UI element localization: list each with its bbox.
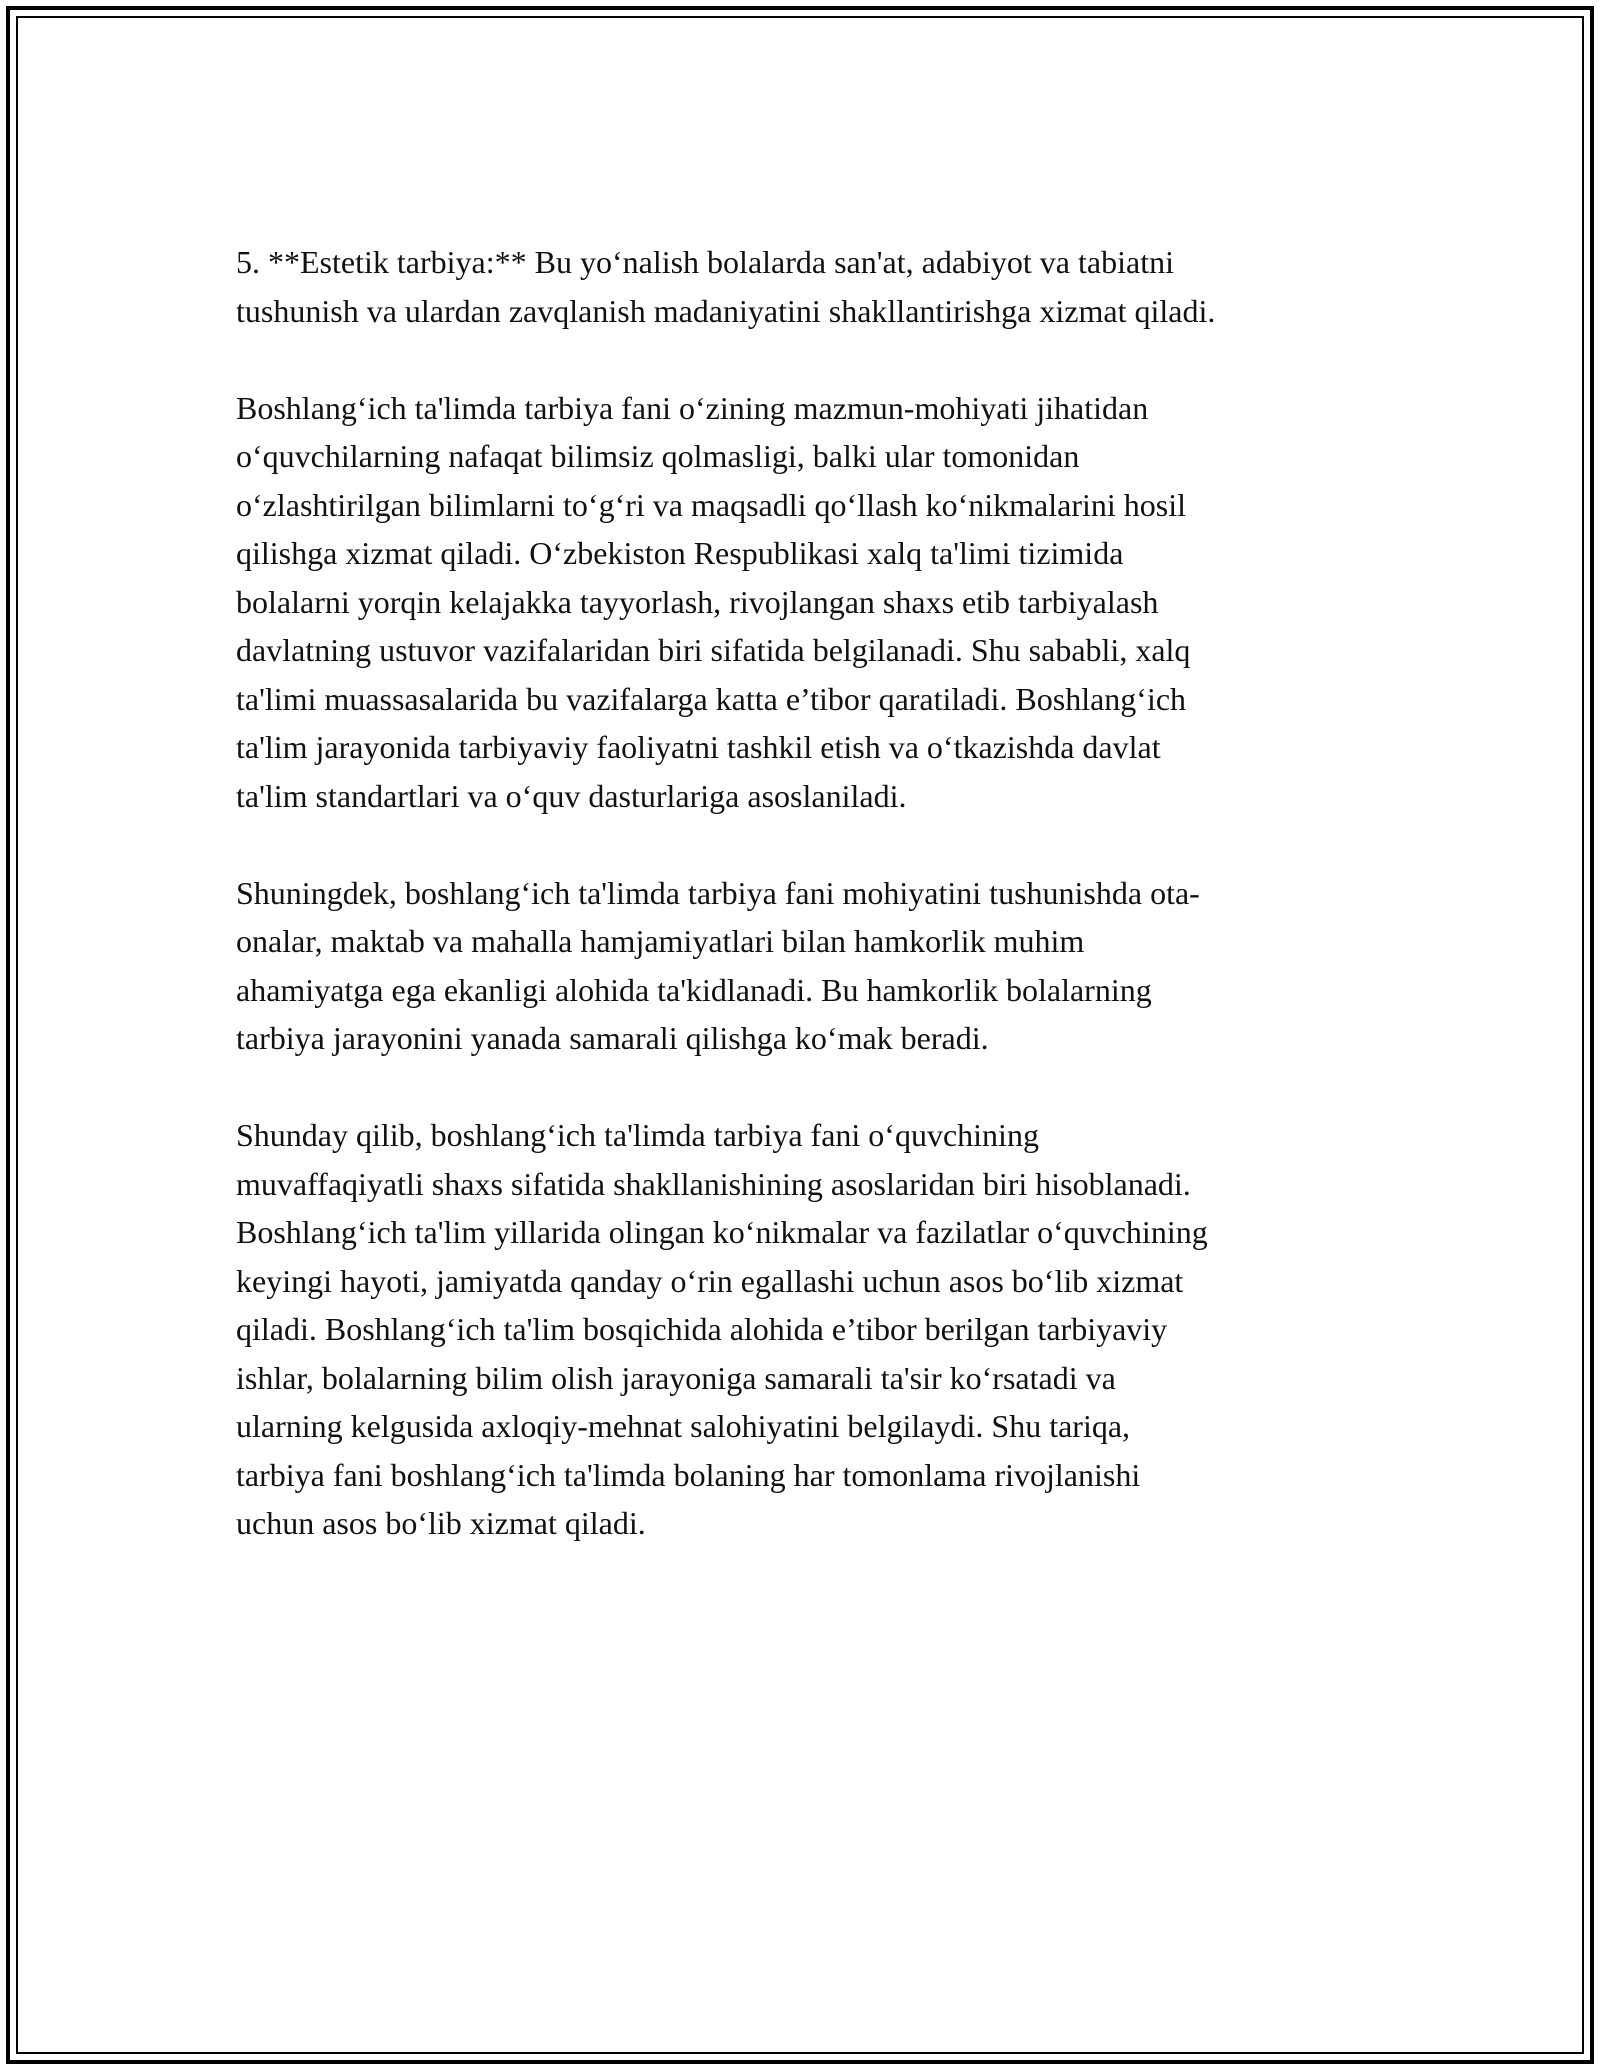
text-line: bolalarni yorqin kelajakka tayyorlash, rivojlangan shaxs etib tarbiyalash: [236, 583, 1159, 620]
text-line: ta'limi muassasalarida bu vazifalarga katta e’tibor qaratiladi. Boshlang‘ich: [236, 680, 1187, 717]
document-body: [236, 238, 1366, 1596]
text-line: ta'lim jarayonida tarbiyaviy faoliyatni tashkil etish va o‘tkazishda davlat: [236, 729, 1161, 765]
text-line: Boshlang‘ich ta'lim yillarida olingan ko‘nikmalar va fazilatlar o‘quvchining: [236, 1214, 1208, 1250]
text-line: davlatning ustuvor vazifalaridan biri sifatida belgilanadi. Shu sababli, xalq: [236, 632, 1191, 668]
text-line: 5. **Estetik tarbiya:** Bu yo‘nalish bolalarda san'at, adabiyot va tabiatni: [236, 244, 1174, 280]
text-line: Shunday qilib, boshlang‘ich ta'limda tarbiya fani o‘quvchining: [236, 1117, 1039, 1153]
text-line: ularning kelgusida axloqiy-mehnat salohiyatini belgilaydi. Shu tariqa,: [236, 1408, 1131, 1444]
paragraph-primary-education: [236, 384, 1366, 821]
text-line: Boshlang‘ich ta'limda tarbiya fani o‘zining mazmun-mohiyati jihatidan: [236, 389, 1149, 426]
text-line: muvaffaqiyatli shaxs sifatida shakllanishining asoslaridan biri hisoblanadi.: [236, 1165, 1191, 1202]
text-line: qiladi. Boshlang‘ich ta'lim bosqichida alohida e’tibor berilgan tarbiyaviy: [236, 1311, 1168, 1347]
text-line: Shuningdek, boshlang‘ich ta'limda tarbiya fani mohiyatini tushunishda ota-: [236, 874, 1200, 911]
text-line: tushunish va ulardan zavqlanish madaniyatini shakllantirishga xizmat qiladi.: [236, 292, 1216, 329]
paragraph-aesthetic-education: [236, 238, 1366, 335]
text-line: tarbiya jarayonini yanada samarali qilishga ko‘mak beradi.: [236, 1020, 989, 1056]
text-line: onalar, maktab va mahalla hamjamiyatlari bilan hamkorlik muhim: [236, 923, 1085, 959]
text-line: ahamiyatga ega ekanligi alohida ta'kidlanadi. Bu hamkorlik bolalarning: [236, 971, 1152, 1008]
text-line: ishlar, bolalarning bilim olish jarayoniga samarali ta'sir ko‘rsatadi va: [236, 1359, 1116, 1396]
text-line: uchun asos bo‘lib xizmat qiladi.: [236, 1505, 646, 1541]
paragraph-cooperation: [236, 869, 1366, 1063]
text-line: ta'lim standartlari va o‘quv dasturlariga asoslaniladi.: [236, 777, 907, 814]
text-line: o‘quvchilarning nafaqat bilimsiz qolmasligi, balki ular tomonidan: [236, 438, 1080, 474]
text-line: o‘zlashtirilgan bilimlarni to‘g‘ri va maqsadli qo‘llash ko‘nikmalarini hosil: [236, 486, 1187, 523]
text-line: qilishga xizmat qiladi. O‘zbekiston Respublikasi xalq ta'limi tizimida: [236, 535, 1124, 571]
text-line: keyingi hayoti, jamiyatda qanday o‘rin egallashi uchun asos bo‘lib xizmat: [236, 1262, 1184, 1299]
paragraph-conclusion: [236, 1111, 1366, 1548]
text-line: tarbiya fani boshlang‘ich ta'limda bolaning har tomonlama rivojlanishi: [236, 1456, 1141, 1493]
